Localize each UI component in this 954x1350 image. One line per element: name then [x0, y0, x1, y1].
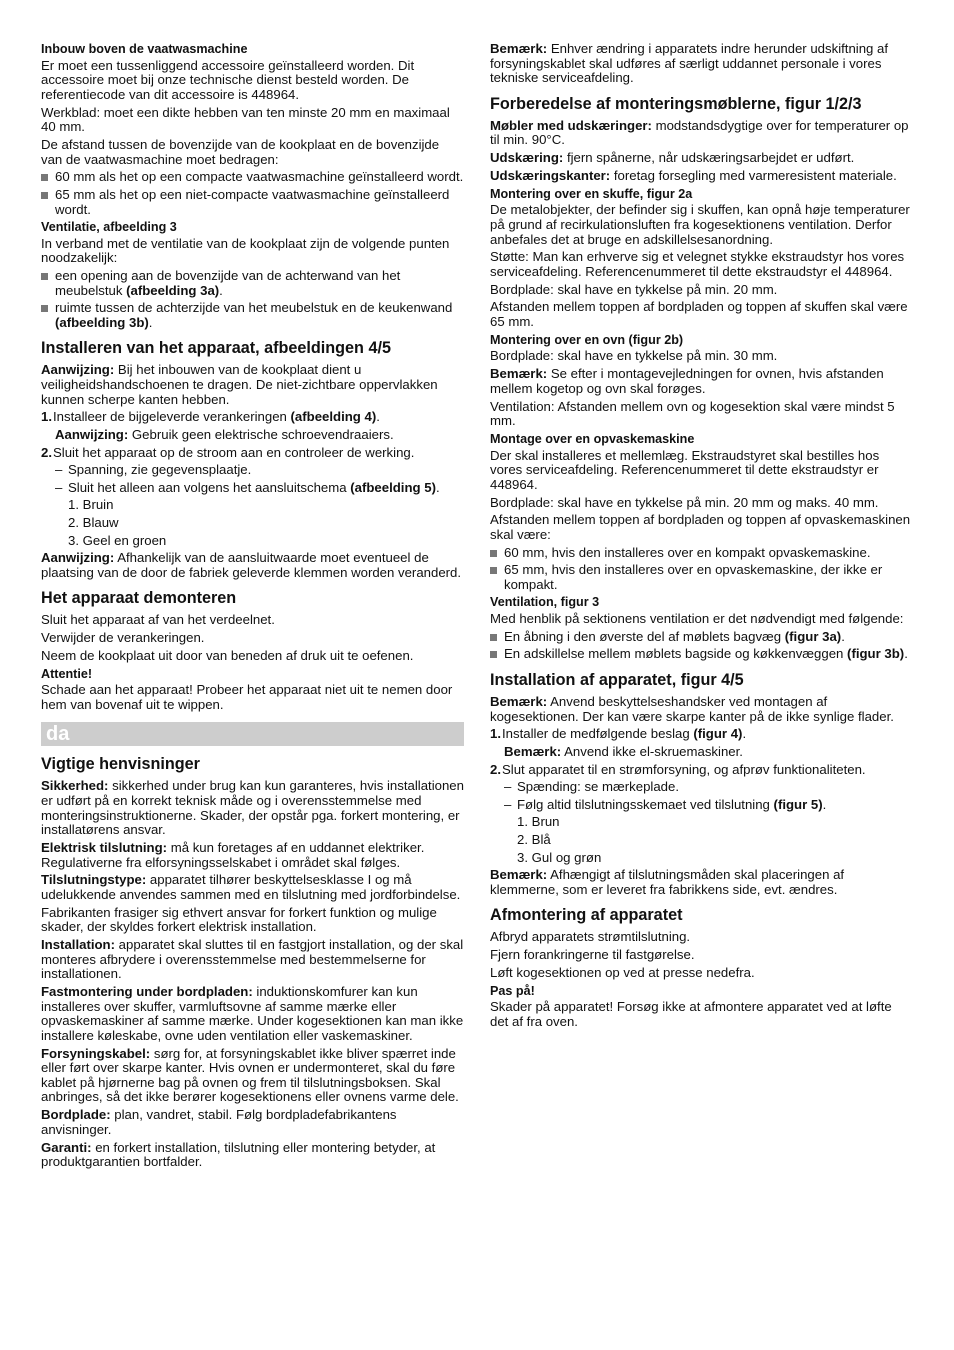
paragraph: Forsyningskabel: sørg for, at forsyningskablet ikke bliver spærret inde eller ført over skarpe kanter. Hvis ovnen er undermonteret, skal du føre kablet på hjørnerne bag på ovnen og frem til tilslutningsboksen. Skal anbringes, så det ikke berører kogesektionens eller ovnens varme dele.: [41, 1045, 459, 1105]
step-item: 1.Installeer de bijgeleverde verankeringen (afbeelding 4).: [41, 409, 380, 425]
paragraph: In verband met de ventilatie van de kookplaat zijn de volgende punten noodzakelijk:: [41, 235, 450, 266]
paragraph: Udskæring: fjern spånerne, når udskæringsarbejdet er udført.: [490, 150, 855, 166]
bullet-list: [490, 630, 913, 662]
section-title: Afmontering af apparatet: [490, 906, 683, 925]
bullet-list: [490, 546, 913, 593]
numbered-list: [41, 498, 464, 548]
list-item: 1. Brun: [517, 814, 560, 830]
paragraph: Installation: apparatet skal sluttes til en fastgjort installation, og der skal monteres afbrydere i overensstemmelse med bestemmelserne for installationen.: [41, 937, 464, 982]
list-item: 60 mm als het op een compacte vaatwasmachine geïnstalleerd wordt.: [41, 170, 464, 185]
dash-item: – Sluit het alleen aan volgens het aansluitschema (afbeelding 5).: [55, 479, 440, 495]
section-heading: Inbouw boven de vaatwasmachine: [41, 42, 248, 56]
note-paragraph: Aanwijzing: Afhankelijk van de aansluitwaarde moet eventueel de plaatsing van de door de fabriek geleverde klemmen worden veranderd.: [41, 550, 462, 580]
language-bar: da: [41, 722, 464, 746]
note-paragraph: Bemærk: Anvend beskyttelseshandsker ved montagen af kogesektionen. Der kan være skarpe kanter på de ikke synlige flader.: [490, 694, 894, 724]
warning-text: Skader på apparatet! Forsøg ikke at afmontere apparatet ved at løfte det af fra oven.: [490, 999, 892, 1029]
paragraph: De metalobjekter, der befinder sig i skuffen, kan opnå høje temperaturer på grund af recirkulationsluften fra kogesektionens ventilation. Derfor anbefales det at bruge en adskillelsesanordning.: [490, 202, 910, 247]
paragraph: Ventilation: Afstanden mellem ovn og kogesektion skal være mindst 5 mm.: [490, 398, 895, 429]
paragraph: Bordplade: skal have en tykkelse på min. 20 mm og maks. 40 mm.: [490, 494, 879, 510]
square-bullet-icon: [490, 550, 497, 557]
step-note: Bemærk: Anvend ikke el-skruemaskiner.: [504, 743, 743, 759]
section-heading: Montage over en opvaskemaskine: [490, 431, 695, 446]
list-item: 1. Bruin: [68, 497, 114, 513]
list-item: 3. Geel en groen: [68, 532, 167, 548]
section-title: Forberedelse af monteringsmøblerne, figur 1/2/3: [490, 94, 862, 113]
section-title: Het apparaat demonteren: [41, 589, 237, 608]
bullet-list: [41, 269, 464, 330]
paragraph: Werkblad: moet een dikte hebben van ten minste 20 mm en maximaal 40 mm.: [41, 104, 450, 135]
paragraph: Sikkerhed: sikkerhed under brug kan kun garanteres, hvis installationen er udført på en korrekt teknisk måde og i overensstemmelse med monteringsinstruktionerne. Skader, der opstår pga. forkert montering, er installatørens ansvar.: [41, 778, 464, 838]
section-heading: Ventilatie, afbeelding 3: [41, 220, 177, 235]
section-heading: Montering over en skuffe, figur 2a: [490, 186, 693, 201]
paragraph: Fjern forankringerne til fastgørelse.: [490, 947, 695, 963]
paragraph: Bordplade: skal have en tykkelse på min. 30 mm.: [490, 348, 778, 364]
paragraph: Garanti: en forkert installation, tilslutning eller montering betyder, at produktgarantien bortfalder.: [41, 1139, 436, 1170]
list-item: een opening aan de bovenzijde van de achterwand van het meubelstuk (afbeelding 3a).: [41, 269, 464, 298]
list-item: 60 mm, hvis den installeres over en kompakt opvaskemaskine.: [490, 546, 913, 561]
paragraph: Sluit het apparaat af van het verdeelnet.: [41, 612, 275, 628]
note-paragraph: Bemærk: Se efter i montagevejledningen for ovnen, hvis afstanden mellem kogetop og ovn skal forøges.: [490, 366, 884, 396]
paragraph: Er moet een tussenliggend accessoire geïnstalleerd worden. Dit accessoire moet bij onze technische dienst besteld worden. De referentiecode van dit accessoire is 448964.: [41, 57, 415, 102]
paragraph: Udskæringskanter: foretag forsegling med varmeresistent materiale.: [490, 167, 897, 183]
warning-text: Schade aan het apparaat! Probeer het apparaat niet uit te nemen door hem van bovenaf uit te wippen.: [41, 682, 453, 712]
square-bullet-icon: [41, 273, 48, 280]
section-heading: Montering over en ovn (figur 2b): [490, 332, 684, 347]
numbered-list: [490, 815, 913, 865]
right-column: [490, 42, 913, 1033]
dash-item: – Følg altid tilslutningsskemaet ved tilslutning (figur 5).: [504, 796, 827, 812]
paragraph: Med henblik på sektionens ventilation er det nødvendigt med følgende:: [490, 611, 904, 627]
paragraph: Neem de kookplaat uit door van beneden af druk uit te oefenen.: [41, 647, 414, 663]
step-item: 2.Slut apparatet til en strømforsyning, og afprøv funktionaliteten.: [490, 761, 866, 777]
dash-item: – Spanning, zie gegevensplaatje.: [55, 462, 252, 478]
list-item: 2. Blauw: [68, 514, 119, 530]
paragraph: Fabrikanten frasiger sig ethvert ansvar for forkert funktion og mulige skader, der skyldes forkert elektrisk installation.: [41, 904, 437, 935]
square-bullet-icon: [41, 174, 48, 181]
paragraph: Afstanden mellem toppen af bordpladen og toppen af skuffen skal være 65 mm.: [490, 299, 908, 330]
list-item: 3. Gul og grøn: [517, 849, 602, 865]
square-bullet-icon: [41, 305, 48, 312]
paragraph: Møbler med udskæringer: modstandsdygtige over for temperaturer op til min. 90°C.: [490, 117, 909, 148]
paragraph: Afbryd apparatets strømtilslutning.: [490, 929, 691, 945]
list-item: En åbning i den øverste del af møblets bagvæg (figur 3a).: [490, 630, 913, 645]
note-paragraph: Bemærk: Enhver ændring i apparatets indre herunder udskiftning af forsyningskablet skal udføres af særligt uddannet personale i vores tekniske serviceafdeling.: [490, 41, 889, 86]
paragraph: Elektrisk tilslutning: må kun foretages af en uddannet elektriker. Regulativerne fra elforsyningsselskabet i området skal følges.: [41, 840, 425, 870]
step-note: Aanwijzing: Gebruik geen elektrische schroevendraaiers.: [55, 427, 394, 442]
paragraph: Løft kogesektionen op ved at presse nedefra.: [490, 964, 755, 980]
left-column: [41, 42, 464, 1173]
paragraph: De afstand tussen de bovenzijde van de kookplaat en de bovenzijde van de vaatwasmachine moet bedragen:: [41, 136, 440, 167]
section-heading: Ventilation, figur 3: [490, 595, 600, 610]
paragraph: Tilslutningstype: apparatet tilhører beskyttelsesklasse I og må udelukkende anvendes sammen med en tilslutning med jordforbindelse.: [41, 872, 461, 902]
paragraph: Bordplade: plan, vandret, stabil. Følg bordpladefabrikantens anvisninger.: [41, 1107, 397, 1137]
paragraph: Verwijder de verankeringen.: [41, 630, 205, 646]
square-bullet-icon: [490, 634, 497, 641]
step-item: 1.Installer de medfølgende beslag (figur 4).: [490, 726, 747, 742]
paragraph: Afstanden mellem toppen af bordpladen og toppen af opvaskemaskinen skal være:: [490, 512, 911, 542]
paragraph: Bordplade: skal have en tykkelse på min. 20 mm.: [490, 281, 778, 297]
paragraph: Støtte: Man kan erhverve sig et velegnet stykke ekstraudstyr hos vores serviceafdeling. Referencenummeret til dette ekstraudstyr el 448964.: [490, 249, 905, 279]
section-title: Installeren van het apparaat, afbeeldingen 4/5: [41, 339, 391, 358]
section-title: Vigtige henvisninger: [41, 755, 200, 774]
paragraph: Der skal installeres et mellemlæg. Ekstraudstyret skal bestilles hos vores serviceafdeling. Referencenummeret til dette ekstraudstyr er 448964.: [490, 447, 880, 492]
list-item: ruimte tussen de achterzijde van het meubelstuk en de keukenwand (afbeelding 3b).: [41, 301, 464, 330]
list-item: 2. Blå: [517, 831, 551, 847]
bullet-list: [41, 170, 464, 217]
step-item: 2.Sluit het apparaat op de stroom aan en controleer de werking.: [41, 444, 415, 460]
list-item: En adskillelse mellem møblets bagside og køkkenvæggen (figur 3b).: [490, 647, 913, 662]
square-bullet-icon: [490, 567, 497, 574]
paragraph: Fastmontering under bordpladen: induktionskomfurer kan kun installeres over skuffer, varmluftsovne af samme mærke eller opvaskemaskiner af samme mærke. Under kogesektionen kan man ikke installere køleskabe, ovne uden ventilation eller vaskemaskiner.: [41, 984, 464, 1043]
section-title: Installation af apparatet, figur 4/5: [490, 671, 744, 689]
square-bullet-icon: [490, 651, 497, 658]
list-item: 65 mm als het op een niet-compacte vaatwasmachine geïnstalleerd wordt.: [41, 188, 464, 217]
square-bullet-icon: [41, 192, 48, 199]
dash-item: – Spænding: se mærkeplade.: [504, 779, 680, 795]
warning-heading: Attentie!: [41, 666, 93, 681]
note-paragraph: Aanwijzing: Bij het inbouwen van de kookplaat dient u veiligheidshandschoenen te dragen. De niet-zichtbare oppervlakken kunnen scherpe kanten hebben.: [41, 362, 438, 407]
list-item: 65 mm, hvis den installeres over en opvaskemaskine, der ikke er kompakt.: [490, 563, 913, 592]
warning-heading: Pas på!: [490, 983, 535, 998]
note-paragraph: Bemærk: Afhængigt af tilslutningsmåden skal placeringen af klemmerne, som er leveret fra fabrikkens side, evt. ændres.: [490, 867, 845, 897]
